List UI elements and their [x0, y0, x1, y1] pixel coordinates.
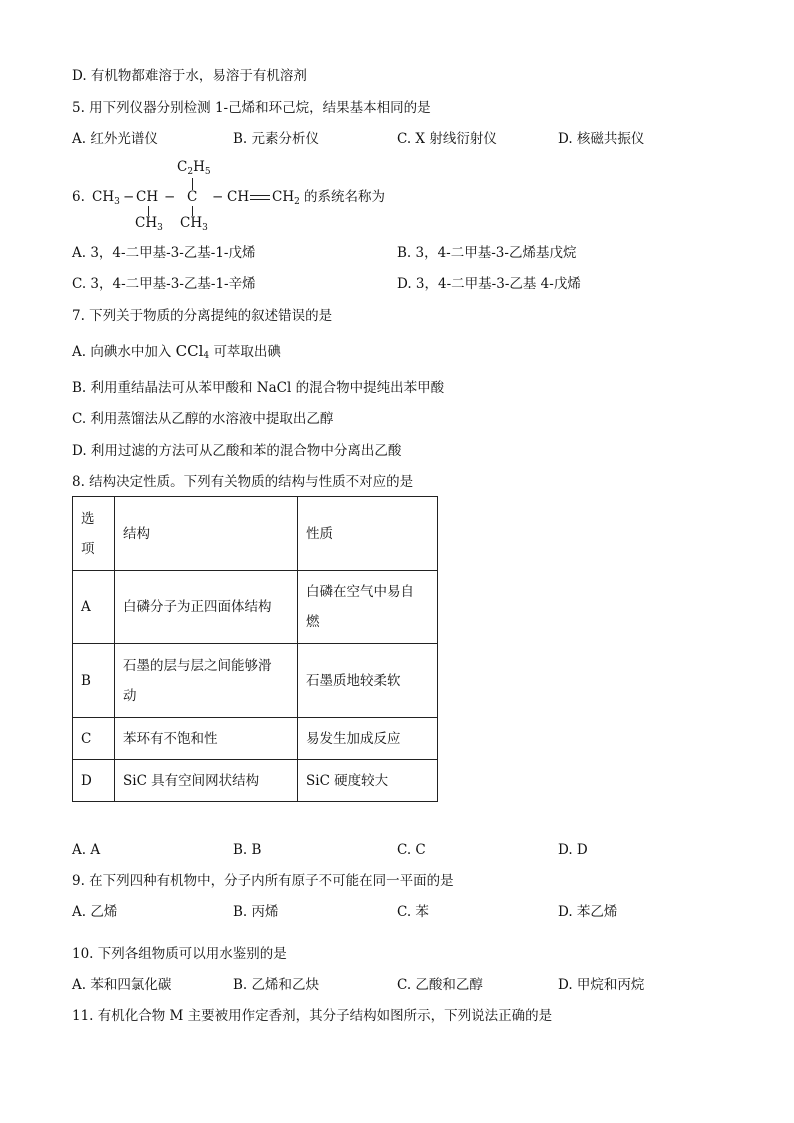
q11-stem: 11. 有机化合物 M 主要被用作定香剂，其分子结构如图所示，下列说法正确的是 — [72, 1008, 553, 1024]
q7-option-c: C. 利用蒸馏法从乙醇的水溶液中提取出乙醇 — [72, 411, 334, 427]
q6-formula — [72, 156, 472, 236]
q8-option-c: C. C — [397, 842, 426, 858]
q6-methyl-1: $CH_3$ — [135, 215, 163, 233]
q9-option-c: C. 苯 — [397, 904, 429, 920]
q6-dash-2: − — [164, 189, 176, 205]
q8-table — [72, 496, 438, 802]
row-option: C — [73, 718, 115, 760]
row-property: 易发生加成反应 — [298, 718, 438, 760]
row-structure: 石墨的层与层之间能够滑 动 — [115, 644, 298, 718]
row-option: A — [73, 571, 115, 644]
q10-stem: 10. 下列各组物质可以用水鉴别的是 — [72, 946, 287, 962]
q6-dash-3: − — [212, 189, 224, 205]
q6-number: 6. — [72, 189, 85, 205]
row-option: B — [73, 644, 115, 718]
q6-stem-suffix: 的系统名称为 — [304, 189, 385, 205]
q6-dash-1: − — [123, 189, 135, 205]
q6-ethyl-group: $C_2H_5$ — [177, 159, 211, 177]
row-structure: 苯环有不饱和性 — [115, 718, 298, 760]
row-property: SiC 硬度较大 — [298, 760, 438, 802]
row-structure: 白磷分子为正四面体结构 — [115, 571, 298, 644]
row-property: 石墨质地较柔软 — [298, 644, 438, 718]
q8-option-d: D. D — [558, 842, 588, 858]
q6-option-a: A. 3，4-二甲基-3-乙基-1-戊烯 — [72, 245, 256, 261]
q5-option-b: B. 元素分析仪 — [233, 131, 320, 147]
q7-option-b: B. 利用重结晶法可从苯甲酸和 NaCl 的混合物中提纯出苯甲酸 — [72, 380, 445, 396]
q8-option-b: B. B — [233, 842, 262, 858]
q9-option-a: A. 乙烯 — [72, 904, 118, 920]
q10-option-b: B. 乙烯和乙炔 — [233, 977, 320, 993]
q9-option-d: D. 苯乙烯 — [558, 904, 618, 920]
row-property: 白磷在空气中易自 燃 — [298, 571, 438, 644]
row-option: D — [73, 760, 115, 802]
q5-option-c: C. X 射线衍射仪 — [397, 131, 497, 147]
q4-option-d: D. 有机物都难溶于水，易溶于有机溶剂 — [72, 68, 307, 84]
q5-stem: 5. 用下列仪器分别检测 1-己烯和环己烷，结果基本相同的是 — [72, 100, 431, 116]
q6-main-ch2: $CH_2$ — [272, 189, 300, 207]
q6-option-c: C. 3，4-二甲基-3-乙基-1-辛烯 — [72, 276, 256, 292]
table-row — [73, 760, 438, 802]
row-structure: SiC 具有空间网状结构 — [115, 760, 298, 802]
table-row — [73, 571, 438, 644]
q7-stem: 7. 下列关于物质的分离提纯的叙述错误的是 — [72, 308, 333, 324]
q9-stem: 9. 在下列四种有机物中，分子内所有原子不可能在同一平面的是 — [72, 873, 454, 889]
q8-stem: 8. 结构决定性质。下列有关物质的结构与性质不对应的是 — [72, 474, 414, 490]
table-header-row — [73, 497, 438, 571]
q6-option-b: B. 3，4-二甲基-3-乙烯基戊烷 — [397, 245, 577, 261]
q8-option-a: A. A — [72, 842, 101, 858]
q7-option-a: A. 向碘水中加入 CCl4 可萃取出碘 — [72, 342, 281, 361]
header-property: 性质 — [298, 497, 438, 571]
q6-main-ch: CH — [136, 189, 159, 205]
table-row — [73, 718, 438, 760]
q6-main-ch-eq: CH — [227, 189, 250, 205]
q6-main-c: C — [187, 189, 198, 205]
q5-option-a: A. 红外光谱仪 — [72, 131, 158, 147]
q10-option-a: A. 苯和四氯化碳 — [72, 977, 172, 993]
q7-option-d: D. 利用过滤的方法可从乙酸和苯的混合物中分离出乙酸 — [72, 443, 402, 459]
header-option: 选 项 — [73, 497, 115, 571]
q10-option-c: C. 乙酸和乙醇 — [397, 977, 483, 993]
table-row — [73, 644, 438, 718]
header-structure: 结构 — [115, 497, 298, 571]
q10-option-d: D. 甲烷和丙烷 — [558, 977, 645, 993]
q6-double-bond — [250, 195, 270, 200]
q6-methyl-2: $CH_3$ — [180, 215, 208, 233]
q6-option-d: D. 3，4-二甲基-3-乙基 4-戊烯 — [397, 276, 581, 292]
q5-option-d: D. 核磁共振仪 — [558, 131, 645, 147]
q6-main-ch3: $CH_3$ — [92, 189, 120, 207]
q9-option-b: B. 丙烯 — [233, 904, 279, 920]
